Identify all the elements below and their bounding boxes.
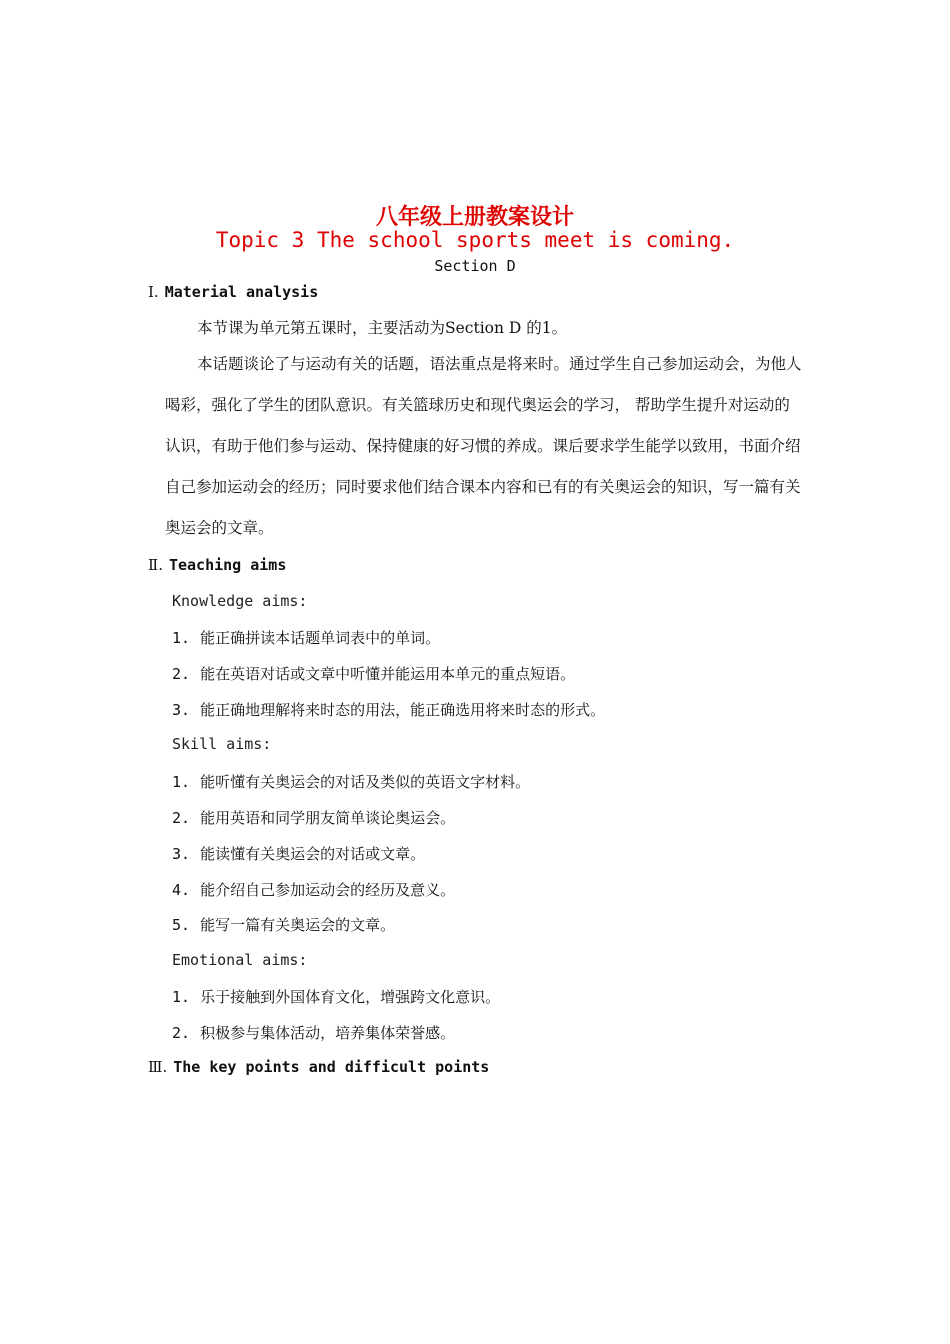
list-item: 3. 能读懂有关奥运会的对话或文章。 <box>172 845 426 863</box>
heading-key-points <box>148 1058 489 1076</box>
document-title-english: Topic 3 The school sports meet is coming. <box>215 228 735 252</box>
heading-number: Ⅰ. <box>148 283 159 301</box>
list-item: 4. 能介绍自己参加运动会的经历及意义。 <box>172 881 456 899</box>
section-label: Section D <box>434 257 516 275</box>
list-item: 2. 积极参与集体活动，培养集体荣誉感。 <box>172 1024 456 1042</box>
list-item: 5. 能写一篇有关奥运会的文章。 <box>172 916 396 934</box>
material-paragraph-2: 本话题谈论了与运动有关的话题，语法重点是将来时。通过学生自己参加运动会，为他人喝彩，强化了学生的团队意识。有关篮球历史和现代奥运会的学习， 帮助学生提升对运动的认识，有助于他们参与运动、保持健康的好习惯的养成。课后要求学生能学以致用，书面介绍自己参加运动会的经历；同时要求他们结合课本内容和已有的有关奥运会的知识，写一篇有关奥运会的文章。 <box>165 355 802 537</box>
heading-text: The key points and difficult points <box>173 1058 490 1076</box>
document-title-chinese: 八年级上册教案设计 <box>375 205 574 230</box>
knowledge-aims-label: Knowledge aims: <box>172 592 308 610</box>
heading-teaching-aims <box>148 556 286 574</box>
skill-aims-label: Skill aims: <box>172 735 272 753</box>
heading-number: Ⅱ. <box>148 556 163 574</box>
list-item: 1. 能听懂有关奥运会的对话及类似的英语文字材料。 <box>172 773 531 791</box>
list-item: 1. 能正确拼读本话题单词表中的单词。 <box>172 629 441 647</box>
heading-text: Teaching aims <box>168 556 287 574</box>
list-item: 2. 能在英语对话或文章中听懂并能运用本单元的重点短语。 <box>172 665 576 683</box>
heading-number: Ⅲ. <box>148 1058 168 1076</box>
material-paragraph-1: 本节课为单元第五课时，主要活动为Section D 的1。 <box>197 319 568 337</box>
list-item: 2. 能用英语和同学朋友简单谈论奥运会。 <box>172 809 456 827</box>
heading-text: Material analysis <box>164 283 319 301</box>
list-item: 3. 能正确地理解将来时态的用法，能正确选用将来时态的形式。 <box>172 701 606 719</box>
emotional-aims-label: Emotional aims: <box>172 951 308 969</box>
list-item: 1. 乐于接触到外国体育文化，增强跨文化意识。 <box>172 988 501 1006</box>
heading-material-analysis <box>148 283 318 301</box>
